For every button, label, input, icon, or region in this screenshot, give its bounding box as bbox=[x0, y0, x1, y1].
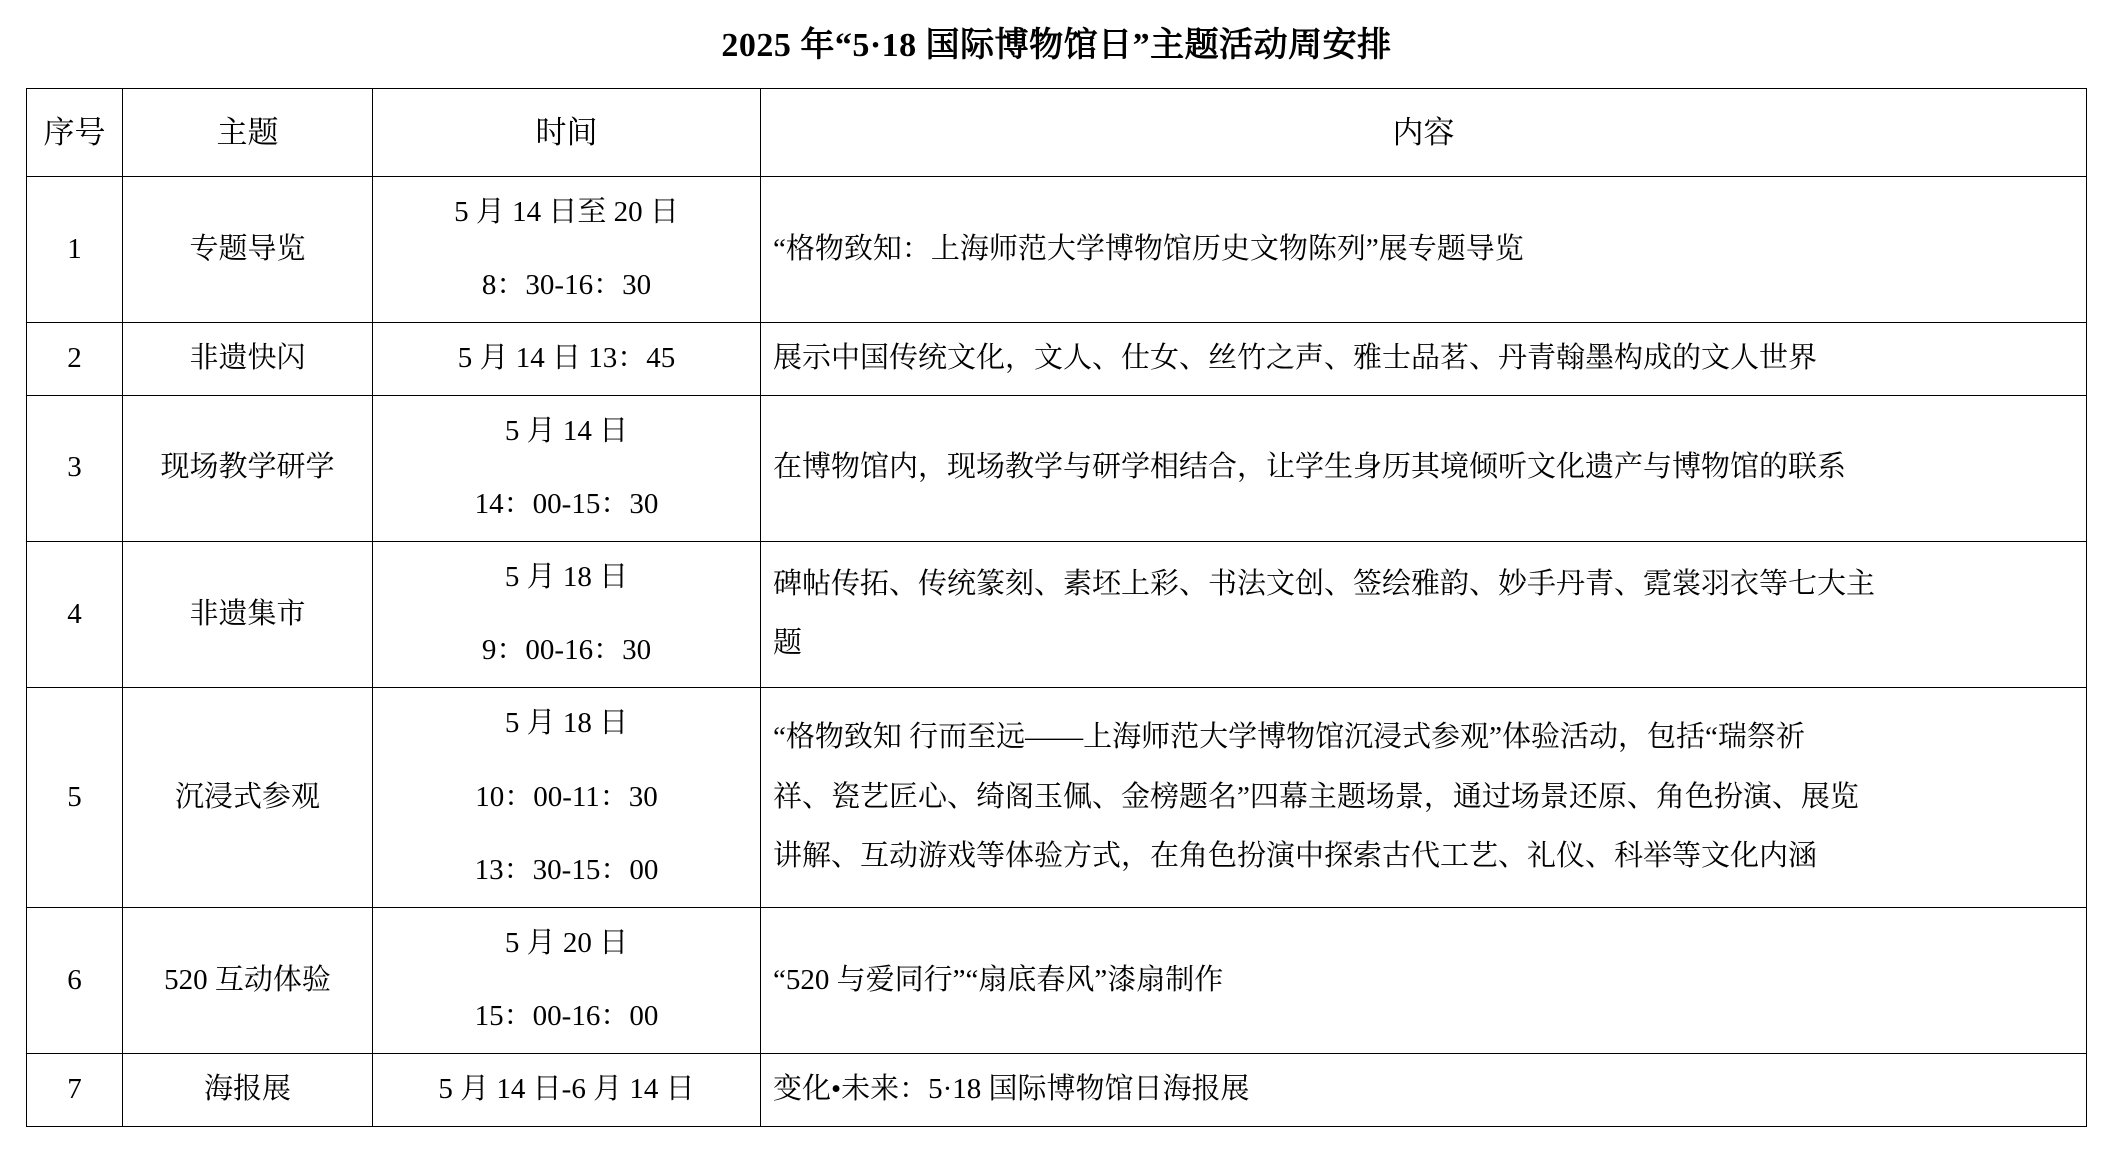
cell-content bbox=[761, 176, 2087, 322]
time-line: 5 月 14 日 bbox=[504, 414, 629, 447]
time-line: 9：00-16：30 bbox=[481, 634, 652, 667]
time-line: 13：30-15：00 bbox=[474, 854, 659, 887]
cell-time bbox=[373, 176, 761, 322]
cell-no: 6 bbox=[27, 907, 123, 1053]
time-line: 15：00-16：00 bbox=[474, 1000, 659, 1033]
table-row bbox=[27, 176, 2087, 322]
cell-time bbox=[373, 907, 761, 1053]
content-line: 祥、瓷艺匠心、绮阁玉佩、金榜题名”四幕主题场景，通过场景还原、角色扮演、展览 bbox=[773, 780, 1859, 813]
content-line: 变化•未来：5·18 国际博物馆日海报展 bbox=[773, 1073, 1250, 1106]
cell-no: 3 bbox=[27, 395, 123, 541]
cell-time bbox=[373, 322, 761, 395]
table-header-row bbox=[27, 88, 2087, 176]
table-row bbox=[27, 395, 2087, 541]
cell-content bbox=[761, 541, 2087, 687]
cell-no: 1 bbox=[27, 176, 123, 322]
table-header bbox=[27, 88, 2087, 176]
content-line: 在博物馆内，现场教学与研学相结合，让学生身历其境倾听文化遗产与博物馆的联系 bbox=[773, 451, 1847, 484]
cell-time bbox=[373, 1054, 761, 1127]
content-line: “格物致知：上海师范大学博物馆历史文物陈列”展专题导览 bbox=[773, 232, 1524, 265]
time-line: 5 月 18 日 bbox=[504, 707, 629, 740]
cell-theme: 专题导览 bbox=[123, 176, 373, 322]
column-header-time: 时间 bbox=[373, 88, 761, 176]
time-line: 5 月 14 日-6 月 14 日 bbox=[438, 1073, 695, 1106]
table-body bbox=[27, 176, 2087, 1126]
cell-no: 5 bbox=[27, 688, 123, 908]
cell-time bbox=[373, 395, 761, 541]
cell-time bbox=[373, 688, 761, 908]
cell-content bbox=[761, 395, 2087, 541]
time-line: 14：00-15：30 bbox=[474, 488, 659, 521]
cell-theme: 现场教学研学 bbox=[123, 395, 373, 541]
table-row bbox=[27, 541, 2087, 687]
content-line: “520 与爱同行”“扇底春风”漆扇制作 bbox=[773, 963, 1224, 996]
cell-theme: 沉浸式参观 bbox=[123, 688, 373, 908]
cell-content bbox=[761, 322, 2087, 395]
content-line: 讲解、互动游戏等体验方式，在角色扮演中探索古代工艺、礼仪、科举等文化内涵 bbox=[773, 840, 1818, 873]
time-line: 5 月 14 日至 20 日 bbox=[454, 195, 679, 228]
cell-no: 7 bbox=[27, 1054, 123, 1127]
column-header-theme: 主题 bbox=[123, 88, 373, 176]
time-line: 10：00-11：30 bbox=[475, 780, 658, 813]
table-row bbox=[27, 688, 2087, 908]
table-row bbox=[27, 907, 2087, 1053]
content-line: 展示中国传统文化，文人、仕女、丝竹之声、雅士品茗、丹青翰墨构成的文人世界 bbox=[773, 341, 1818, 374]
time-line: 5 月 14 日 13：45 bbox=[457, 341, 676, 374]
cell-theme: 非遗快闪 bbox=[123, 322, 373, 395]
cell-time bbox=[373, 541, 761, 687]
table-row bbox=[27, 322, 2087, 395]
cell-content bbox=[761, 1054, 2087, 1127]
activity-schedule-table bbox=[26, 88, 2087, 1127]
page-title: 2025 年“5·18 国际博物馆日”主题活动周安排 bbox=[721, 27, 1392, 64]
time-line: 5 月 18 日 bbox=[504, 560, 629, 593]
cell-content bbox=[761, 688, 2087, 908]
cell-theme: 520 互动体验 bbox=[123, 907, 373, 1053]
column-header-content: 内容 bbox=[761, 88, 2087, 176]
cell-no: 2 bbox=[27, 322, 123, 395]
cell-theme: 海报展 bbox=[123, 1054, 373, 1127]
content-line: 题 bbox=[773, 627, 803, 660]
content-line: “格物致知 行而至远——上海师范大学博物馆沉浸式参观”体验活动，包括“瑞祭祈 bbox=[773, 721, 1805, 754]
time-line: 8：30-16：30 bbox=[481, 269, 652, 302]
cell-theme: 非遗集市 bbox=[123, 541, 373, 687]
cell-content bbox=[761, 907, 2087, 1053]
cell-no: 4 bbox=[27, 541, 123, 687]
table-row bbox=[27, 1054, 2087, 1127]
content-line: 碑帖传拓、传统篆刻、素坯上彩、书法文创、签绘雅韵、妙手丹青、霓裳羽衣等七大主 bbox=[773, 567, 1876, 600]
column-header-no: 序号 bbox=[27, 88, 123, 176]
time-line: 5 月 20 日 bbox=[504, 926, 629, 959]
